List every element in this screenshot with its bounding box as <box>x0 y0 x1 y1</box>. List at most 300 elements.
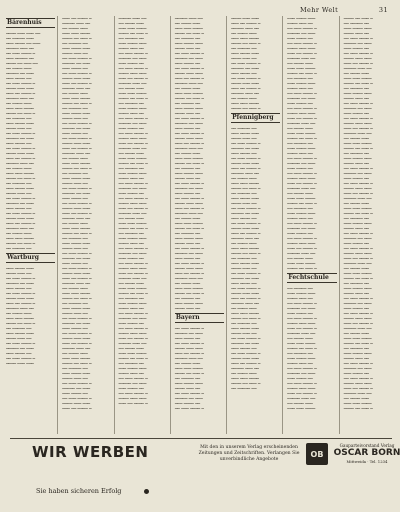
entry-line: ┅┅ ┅┅┅┅┅ ┅┅ <box>6 116 32 121</box>
entry-line: ┅┅ ┅┅┅ ┅┅┅┅ ┅ <box>343 296 373 301</box>
entry-line: ┅┅┅ ┅┅┅┅ ┅┅┅ <box>174 171 203 176</box>
entry-line: ┅┅┅ ┅┅┅┅ ┅┅ <box>62 326 88 331</box>
entry-line: ┅┅┅┅ ┅┅┅ ┅┅┅ <box>287 111 316 116</box>
entry-line: ┅┅ ┅┅┅┅ ┅┅┅ <box>231 371 257 376</box>
entry-line: ┅┅┅┅ ┅┅ ┅┅┅ ┅ <box>62 361 92 366</box>
entry-line: ┅┅┅┅ ┅┅ ┅┅┅ ┅┅ <box>6 61 38 66</box>
entry-line: ┅┅┅┅┅ ┅┅┅ ┅┅ <box>62 281 91 286</box>
entry-line: ┅┅┅┅┅ ┅┅ ┅┅┅ <box>231 146 260 151</box>
entry-line: ┅┅ ┅┅┅┅ ┅┅┅ <box>62 156 88 161</box>
entry-line: ┅┅ ┅┅┅ ┅┅┅┅ ┅ <box>231 141 261 146</box>
entry-line: ┅┅┅┅ ┅┅┅ ┅┅ <box>118 241 144 246</box>
entry-line: ┅┅ ┅┅┅ ┅┅┅┅ ┅ <box>174 406 205 411</box>
entry-line: ┅┅ ┅┅┅┅┅ ┅┅ <box>287 206 313 211</box>
entry-line: ┅┅ ┅┅┅┅ ┅┅┅ <box>231 31 257 36</box>
entry-line: ┅┅┅ ┅┅┅┅ ┅┅┅ <box>287 291 316 296</box>
entry-line: ┅┅ ┅┅┅┅ ┅┅┅ <box>287 126 313 131</box>
entry-line: ┅┅┅┅┅ ┅┅┅ ┅┅ <box>231 301 260 306</box>
entry-line: ┅┅ ┅┅┅┅┅ ┅┅ <box>287 286 313 291</box>
entry-line: ┅┅┅ ┅┅┅┅ ┅┅┅ <box>287 211 316 216</box>
entry-line: ┅┅┅┅ ┅┅ ┅┅┅ ┅ <box>118 356 148 361</box>
entry-line: ┅┅┅ ┅┅┅┅ ┅┅ <box>62 391 88 396</box>
entry-line: ┅┅┅ ┅┅┅ ┅┅┅┅ <box>287 406 316 411</box>
entry-line: ┅┅┅┅ ┅┅ ┅┅┅ ┅ <box>231 381 261 386</box>
entry-line: ┅┅┅┅ ┅┅ ┅┅┅ ┅ <box>287 136 317 141</box>
entry-line: ┅┅┅┅ ┅┅┅ ┅┅ <box>287 21 313 26</box>
column-1 <box>4 16 58 434</box>
entry-line: ┅┅┅┅ ┅┅┅ ┅┅┅ <box>174 346 203 351</box>
entry-line: ┅┅ ┅┅┅ ┅┅┅┅ ┅ <box>174 326 205 331</box>
entry-line: ┅┅ ┅┅┅┅┅ ┅┅ <box>62 301 88 306</box>
entry-line: ┅┅┅┅ ┅┅┅ ┅┅ <box>118 176 144 181</box>
entry-line: ┅┅┅ ┅┅ ┅┅┅┅ ┅ <box>231 21 261 26</box>
entry-line: ┅┅┅┅┅ ┅┅┅ ┅┅ <box>6 46 34 51</box>
entry-line: ┅┅ ┅┅┅ ┅┅┅┅ ┅ <box>343 181 373 186</box>
entry-line: ┅┅ ┅┅┅ ┅┅┅┅ ┅ <box>174 116 205 121</box>
entry-line: ┅┅┅┅ ┅┅┅ ┅┅┅ <box>231 226 260 231</box>
entry-line: ┅┅┅ ┅┅┅┅ ┅┅ <box>6 141 32 146</box>
entry-line: ┅┅┅ ┅┅┅┅ ┅┅ <box>287 101 313 106</box>
entry-line: ┅┅┅ ┅┅ ┅┅┅┅ ┅ <box>343 386 373 391</box>
entry-line: ┅┅ ┅┅┅┅ ┅┅┅ <box>343 136 370 141</box>
entry-line: ┅┅┅┅┅ ┅┅ ┅┅┅ <box>6 346 34 351</box>
entry-line: ┅┅ ┅┅┅ ┅┅┅┅ ┅ <box>118 181 148 186</box>
entry-line: ┅┅┅ ┅┅ ┅┅┅┅ ┅ <box>287 116 317 121</box>
entry-line: ┅┅┅┅┅ ┅┅┅ ┅┅ <box>174 16 203 21</box>
entry-line: ┅┅ ┅┅┅ ┅┅┅┅ ┅ <box>343 246 373 251</box>
entry-line: ┅┅ ┅┅┅┅┅ ┅┅ <box>62 236 88 241</box>
entry-line: ┅┅┅ ┅┅┅┅ ┅┅┅ <box>62 241 91 246</box>
entry-line: ┅┅┅┅ ┅┅┅ ┅┅ <box>118 46 144 51</box>
entry-line: ┅┅ ┅┅┅┅ ┅┅┅ <box>343 71 370 76</box>
page-title: Mehr Welt <box>300 6 339 14</box>
entry-line: ┅┅┅┅┅ ┅┅ ┅┅┅ <box>287 96 316 101</box>
entry-line: ┅┅┅ ┅┅ ┅┅┅┅ ┅ <box>287 391 317 396</box>
entry-line: ┅┅┅┅ ┅┅┅ ┅┅┅ <box>231 356 260 361</box>
entry-line: ┅┅ ┅┅┅ ┅┅┅┅ ┅ <box>62 396 92 401</box>
entry-line: ┅┅┅┅ ┅┅┅ ┅┅┅ <box>118 136 147 141</box>
entry-line: ┅┅┅ ┅┅ ┅┅┅┅ ┅ <box>343 61 373 66</box>
entry-line: ┅┅ ┅┅┅┅┅ ┅┅ <box>343 86 370 91</box>
ad-headline: WIR WERBEN <box>32 443 149 461</box>
entry-line: ┅┅┅┅ ┅┅┅ ┅┅ <box>231 136 257 141</box>
entry-line: ┅┅┅ ┅┅┅┅ ┅┅ <box>287 231 313 236</box>
entry-line: ┅┅┅┅ ┅┅┅ ┅┅ <box>287 296 313 301</box>
entry-line: ┅┅┅┅ ┅┅┅ ┅┅┅ <box>287 46 316 51</box>
entry-line: ┅┅ ┅┅┅┅┅ ┅┅ <box>231 256 257 261</box>
entry-line: ┅┅┅ ┅┅ ┅┅┅┅ ┅ <box>343 256 373 261</box>
entry-line: ┅┅ ┅┅┅ ┅┅┅┅ ┅ <box>6 196 36 201</box>
entry-line: ┅┅┅ ┅┅┅┅ ┅┅┅ <box>6 121 34 126</box>
entry-line: ┅┅┅ ┅┅ ┅┅┅┅ ┅ <box>231 86 261 91</box>
entry-line: ┅┅ ┅┅┅┅ ┅┅┅ <box>174 216 201 221</box>
entry-line: ┅┅┅┅┅ ┅┅ ┅┅┅ <box>62 256 91 261</box>
entry-line: ┅┅┅┅ ┅┅ ┅┅┅ ┅ <box>174 371 205 376</box>
entry-line: ┅┅ ┅┅┅┅┅ ┅┅ <box>6 181 32 186</box>
entry-line: ┅┅ ┅┅┅ ┅┅┅┅ ┅ <box>118 391 148 396</box>
entry-line: ┅┅ ┅┅┅┅ ┅┅┅ <box>231 96 257 101</box>
ad-blurb: Mit den in unserem Verlag erscheinenden Zeitungen und Zeitschriften. Verlangen Sie unverbindliche Angebote <box>198 445 300 462</box>
entry-line: ┅┅┅ ┅┅┅┅ ┅┅ <box>6 206 32 211</box>
entry-line: ┅┅ ┅┅┅┅ ┅┅┅ <box>343 331 370 336</box>
entry-line: ┅┅┅ ┅┅┅┅ ┅┅┅ <box>6 266 34 271</box>
entry-line: ┅┅ ┅┅┅ ┅┅┅┅ ┅ <box>6 341 36 346</box>
entry-line: ┅┅┅ ┅┅ ┅┅┅┅ ┅ <box>174 141 205 146</box>
entry-line: ┅┅┅┅ ┅┅ ┅┅┅ ┅ <box>62 231 92 236</box>
entry-line: ┅┅┅ ┅┅┅┅ ┅┅┅ <box>231 51 260 56</box>
entry-line: ┅┅┅ ┅┅┅ ┅┅┅┅ <box>343 401 372 406</box>
entry-line: ┅┅┅┅┅ ┅┅┅ ┅┅ <box>62 21 91 26</box>
entry-line: ┅┅┅ ┅┅┅┅ ┅┅ <box>231 216 257 221</box>
entry-line: ┅┅┅┅┅ ┅┅ ┅┅┅ <box>6 71 34 76</box>
entry-line: ┅┅┅┅ ┅┅┅ ┅┅ <box>174 176 201 181</box>
entry-line: ┅┅┅ ┅┅┅ ┅┅┅┅ <box>62 96 91 101</box>
entry-line: ┅┅┅ ┅┅ ┅┅┅┅ ┅ <box>118 141 148 146</box>
entry-line: ┅┅┅┅ ┅┅┅ ┅┅┅ <box>62 141 91 146</box>
entry-line: ┅┅┅┅ ┅┅┅ ┅┅ <box>231 201 257 206</box>
entry-line: ┅┅┅ ┅┅ ┅┅┅┅ ┅ <box>6 156 36 161</box>
entry-line: ┅┅┅┅┅ ┅┅ ┅┅┅ <box>343 41 372 46</box>
column-7 <box>342 16 396 434</box>
entry-line: ┅┅┅┅ ┅┅ ┅┅┅ ┅ <box>6 176 36 181</box>
entry-line: ┅┅┅ ┅┅┅ ┅┅┅┅ <box>62 291 91 296</box>
entry-line: ┅┅ ┅┅┅ ┅┅┅┅ ┅ <box>287 41 317 46</box>
entry-line: ┅┅ ┅┅┅┅┅ ┅┅ <box>231 321 257 326</box>
entry-line: ┅┅┅┅ ┅┅ ┅┅┅ ┅ <box>62 101 92 106</box>
entry-line: ┅┅┅┅ ┅┅┅ ┅┅┅ <box>6 296 34 301</box>
entry-line: ┅┅┅┅ ┅┅ ┅┅┅ ┅ <box>62 296 92 301</box>
entry-line: ┅┅┅┅ ┅┅ ┅┅┅ ┅ <box>174 226 205 231</box>
entry-line: ┅┅┅ ┅┅ ┅┅┅┅ ┅ <box>231 361 261 366</box>
entry-line: ┅┅┅┅ ┅┅┅ ┅┅┅ <box>343 121 372 126</box>
entry-line: ┅┅ ┅┅┅┅ ┅┅┅ <box>6 101 32 106</box>
entry-line: ┅┅┅┅ ┅┅ ┅┅┅ ┅ <box>118 226 148 231</box>
entry-line: ┅┅┅┅ ┅┅ ┅┅┅ ┅ <box>174 161 205 166</box>
entry-line: ┅┅┅┅ ┅┅ ┅┅┅ ┅ <box>287 71 317 76</box>
entry-line: ┅┅ ┅┅┅┅ ┅┅┅ <box>343 396 370 401</box>
entry-line: ┅┅┅┅ ┅┅┅ ┅┅ <box>343 356 370 361</box>
publisher-block <box>332 443 400 464</box>
entry-line: ┅┅ ┅┅┅ ┅┅┅┅ ┅ <box>62 136 92 141</box>
entry-line: ┅┅┅┅┅ ┅┅┅ ┅┅ <box>62 151 91 156</box>
entry-line: ┅┅┅┅┅ ┅┅┅ ┅┅ <box>118 16 147 21</box>
entry-line: ┅┅ ┅┅┅ ┅┅┅┅ ┅ <box>62 71 92 76</box>
entry-line: ┅┅┅┅┅ ┅┅ ┅┅┅ <box>231 66 260 71</box>
entry-line: ┅┅┅┅┅ ┅┅┅ ┅┅ <box>6 96 34 101</box>
entry-line: ┅┅┅ ┅┅┅┅ ┅┅ <box>174 401 201 406</box>
entry-line: ┅┅ ┅┅┅ ┅┅┅┅ ┅ <box>343 51 373 56</box>
entry-line: ┅┅┅ ┅┅ ┅┅┅┅ ┅ <box>231 166 261 171</box>
column-5 <box>229 16 283 434</box>
section-heading: Bayern <box>175 313 224 323</box>
entry-line: ┅┅┅ ┅┅┅ ┅┅┅┅ <box>62 31 91 36</box>
entry-line: ┅┅┅ ┅┅ ┅┅┅┅ ┅ <box>287 181 317 186</box>
entry-line: ┅┅ ┅┅┅ ┅┅┅┅ ┅ <box>343 166 373 171</box>
page-number: 31 <box>378 6 388 14</box>
entry-line: ┅┅ ┅┅┅ ┅┅┅┅ ┅ <box>343 376 373 381</box>
entry-line: ┅┅┅┅ ┅┅┅ ┅┅ <box>343 226 370 231</box>
entry-line: ┅┅ ┅┅┅┅ ┅┅┅ <box>174 86 201 91</box>
entry-line: ┅┅ ┅┅┅ ┅┅┅┅ ┅ <box>174 196 205 201</box>
entry-line: ┅┅┅ ┅┅ ┅┅┅┅ ┅ <box>118 271 148 276</box>
entry-line: ┅┅ ┅┅┅┅ ┅┅┅ <box>118 151 144 156</box>
publisher-logo-icon: OB <box>306 443 328 465</box>
entry-line: ┅┅ ┅┅┅┅┅ ┅┅ <box>118 361 144 366</box>
entry-line: ┅┅┅┅ ┅┅┅ ┅┅┅ <box>343 316 372 321</box>
entry-line: ┅┅┅┅ ┅┅ ┅┅┅ ┅ <box>287 266 317 271</box>
entry-line: ┅┅┅ ┅┅┅┅ ┅┅ <box>231 151 257 156</box>
entry-line: ┅┅ ┅┅┅┅ ┅┅┅ <box>174 21 201 26</box>
entry-line: ┅┅┅ ┅┅┅ ┅┅┅┅ <box>118 286 147 291</box>
entry-line: ┅┅┅ ┅┅┅┅ ┅┅ <box>343 241 370 246</box>
entry-line: ┅┅┅┅ ┅┅┅ ┅┅┅ <box>118 331 147 336</box>
entry-line: ┅┅ ┅┅┅┅┅ ┅┅ <box>231 126 257 131</box>
column-3 <box>117 16 171 434</box>
entry-line: ┅┅┅┅┅ ┅┅ ┅┅┅ <box>343 301 372 306</box>
entry-line: ┅┅ ┅┅┅ ┅┅┅┅ ┅ <box>174 66 205 71</box>
entry-line: ┅┅┅┅ ┅┅ ┅┅┅ ┅ <box>231 316 261 321</box>
entry-line: ┅┅┅┅┅ ┅┅┅ ┅┅ <box>343 131 372 136</box>
entry-line: ┅┅┅ ┅┅┅ ┅┅┅┅ <box>174 156 203 161</box>
entry-line: ┅┅┅┅ ┅┅ ┅┅┅ ┅ <box>6 321 36 326</box>
entry-line: ┅┅┅ ┅┅ ┅┅┅┅ ┅ <box>6 221 36 226</box>
entry-line: ┅┅┅┅┅ ┅┅ ┅┅┅ <box>118 56 147 61</box>
entry-line: ┅┅┅ ┅┅ ┅┅┅┅ ┅ <box>62 341 92 346</box>
entry-line: ┅┅┅ ┅┅┅┅ ┅┅┅ <box>287 146 316 151</box>
entry-line: ┅┅┅ ┅┅┅┅ ┅┅ <box>343 111 370 116</box>
entry-line: ┅┅┅┅ ┅┅┅ ┅┅┅ <box>231 81 260 86</box>
entry-line: ┅┅┅ ┅┅┅┅ ┅┅┅ <box>287 356 316 361</box>
entry-line: ┅┅┅ ┅┅┅┅ ┅┅┅ <box>287 16 316 21</box>
entry-line: ┅┅ ┅┅┅ ┅┅┅┅ ┅ <box>287 381 317 386</box>
entry-line: ┅┅┅ ┅┅┅┅ ┅┅ <box>231 346 257 351</box>
entry-line: ┅┅ ┅┅┅ ┅┅┅┅ ┅ <box>62 121 92 126</box>
entry-line: ┅┅ ┅┅┅ ┅┅┅┅ ┅ <box>287 156 317 161</box>
entry-line: ┅┅┅┅ ┅┅ ┅┅┅ ┅ <box>343 81 373 86</box>
entry-line: ┅┅┅ ┅┅┅┅┅ ┅┅ <box>6 56 34 61</box>
entry-line: ┅┅┅┅┅ ┅┅┅ ┅┅ <box>231 91 260 96</box>
entry-line: ┅┅┅ ┅┅┅┅ ┅┅ <box>6 286 32 291</box>
entry-line: ┅┅ ┅┅┅┅┅ ┅┅ <box>62 171 88 176</box>
entry-line: ┅┅ ┅┅┅ ┅┅┅┅ ┅ <box>6 356 36 361</box>
entry-line: ┅┅ ┅┅┅┅┅ ┅┅ <box>231 386 257 391</box>
entry-line: ┅┅┅ ┅┅ ┅┅┅┅ ┅ <box>118 401 148 406</box>
entry-line: ┅┅ ┅┅┅ ┅┅┅┅ ┅ <box>118 246 148 251</box>
entry-line: ┅┅ ┅┅┅┅ ┅┅┅ <box>62 286 88 291</box>
entry-line: ┅┅┅ ┅┅┅┅ ┅┅┅ <box>118 366 147 371</box>
entry-line: ┅┅┅ ┅┅┅┅ ┅┅┅ <box>62 46 91 51</box>
entry-line: ┅┅┅ ┅┅┅┅ ┅┅┅ <box>287 81 316 86</box>
entry-line: ┅┅┅┅┅ ┅┅ ┅┅┅ <box>118 251 147 256</box>
entry-line: ┅┅┅┅┅ ┅┅ ┅┅┅ <box>174 396 203 401</box>
entry-line: ┅┅┅┅┅ ┅┅ ┅┅┅ <box>343 171 372 176</box>
entry-line: ┅┅ ┅┅┅ ┅┅┅┅ ┅ <box>343 311 373 316</box>
entry-line: ┅┅ ┅┅┅┅ ┅┅┅ <box>287 191 313 196</box>
entry-line: ┅┅ ┅┅┅ ┅┅┅┅ ┅ <box>62 331 92 336</box>
entry-line: ┅┅┅ ┅┅┅┅ ┅┅┅ <box>343 91 372 96</box>
entry-line: ┅┅ ┅┅┅┅┅ ┅┅ <box>62 366 88 371</box>
entry-line: ┅┅┅┅ ┅┅┅ ┅┅ <box>62 376 88 381</box>
entry-line: ┅┅┅┅┅ ┅┅ ┅┅┅ <box>174 186 203 191</box>
entry-line: ┅┅┅┅┅ ┅┅┅ ┅┅ <box>118 341 147 346</box>
entry-line: ┅┅┅┅┅ ┅┅┅ ┅┅ <box>118 81 147 86</box>
entry-line: ┅┅┅┅┅ ┅┅ ┅┅┅ <box>62 126 91 131</box>
entry-line: ┅┅ ┅┅┅ ┅┅┅┅ ┅ <box>62 186 92 191</box>
entry-line: ┅┅┅┅ ┅┅┅ ┅┅ <box>231 331 257 336</box>
entry-line: ┅┅ ┅┅┅ ┅┅┅┅ ┅ <box>62 251 92 256</box>
entry-line: ┅┅ ┅┅┅ ┅┅┅┅ ┅ <box>62 266 92 271</box>
entry-line: ┅┅┅┅ ┅┅ ┅┅┅ ┅ <box>174 31 205 36</box>
entry-line: ┅┅ ┅┅┅ ┅┅┅┅ ┅ <box>231 221 261 226</box>
entry-line: ┅┅ ┅┅┅ ┅┅┅┅ ┅ <box>62 201 92 206</box>
advertisement <box>10 438 400 505</box>
entry-line: ┅┅ ┅┅┅ ┅┅┅┅ ┅ <box>6 211 36 216</box>
entry-line: ┅┅ ┅┅┅┅┅ ┅┅ <box>62 106 88 111</box>
entry-line: ┅┅┅┅ ┅┅┅ ┅┅ <box>231 56 257 61</box>
entry-line: ┅┅┅┅ ┅┅┅ ┅┅┅ <box>6 216 34 221</box>
entry-line: ┅┅┅┅┅ ┅┅ ┅┅┅ <box>231 341 260 346</box>
entry-line: ┅┅ ┅┅┅┅ ┅┅┅ <box>6 66 32 71</box>
entry-line: ┅┅┅┅ ┅┅ ┅┅┅ ┅ <box>231 41 261 46</box>
entry-line: ┅┅┅┅ ┅┅ ┅┅┅ ┅ <box>118 161 148 166</box>
entry-line: ┅┅┅ ┅┅┅ ┅┅┅┅ <box>174 366 203 371</box>
entry-line: ┅┅┅ ┅┅┅┅ ┅┅┅ <box>174 301 203 306</box>
entry-line: ┅┅┅┅┅ ┅┅┅ ┅┅ <box>287 121 316 126</box>
entry-line: ┅┅┅┅ ┅┅┅ ┅┅ <box>343 161 370 166</box>
entry-line: ┅┅┅ ┅┅┅ ┅┅┅┅ <box>62 356 91 361</box>
entry-line: ┅┅┅┅ ┅┅┅ ┅┅┅ <box>343 251 372 256</box>
entry-line: ┅┅┅ ┅┅┅ ┅┅┅┅ <box>287 341 316 346</box>
entry-line: ┅┅ ┅┅┅ ┅┅┅┅ ┅ <box>287 316 317 321</box>
entry-line: ┅┅ ┅┅┅ ┅┅┅┅ ┅ <box>118 376 148 381</box>
entry-line: ┅┅┅┅ ┅┅┅ ┅┅┅ <box>174 71 203 76</box>
entry-line: ┅┅┅┅ ┅┅┅ ┅┅ <box>287 86 313 91</box>
running-head <box>0 4 400 16</box>
entry-line: ┅┅ ┅┅┅ ┅┅┅┅ ┅ <box>6 276 36 281</box>
entry-line: ┅┅ ┅┅┅┅┅ ┅┅ <box>231 46 257 51</box>
entry-line: ┅┅┅┅┅ ┅┅┅ ┅┅ <box>174 356 203 361</box>
entry-line: ┅┅┅ ┅┅ ┅┅┅┅ ┅ <box>62 276 92 281</box>
entry-line: ┅┅ ┅┅┅┅┅ ┅┅ <box>174 166 201 171</box>
entry-line: ┅┅ ┅┅┅ ┅┅┅┅ ┅ <box>174 341 205 346</box>
entry-line: ┅┅ ┅┅┅┅ ┅┅┅ <box>287 336 313 341</box>
entry-line: ┅┅┅┅┅ ┅┅ ┅┅┅ <box>231 276 260 281</box>
entry-line: ┅┅┅ ┅┅┅┅ ┅┅ <box>6 351 32 356</box>
entry-line: ┅┅ ┅┅┅ ┅┅┅┅ ┅ <box>287 221 317 226</box>
entry-line: ┅┅┅ ┅┅┅┅ ┅┅ <box>118 321 144 326</box>
entry-line: ┅┅┅ ┅┅ ┅┅┅┅ ┅ <box>174 76 205 81</box>
entry-line: ┅┅┅┅ ┅┅┅ ┅┅ <box>6 336 32 341</box>
entry-line: ┅┅┅ ┅┅┅┅ ┅┅┅ <box>174 106 203 111</box>
entry-line: ┅┅ ┅┅┅┅┅ ┅┅ <box>174 376 201 381</box>
entry-line: ┅┅┅ ┅┅┅ ┅┅┅┅ <box>62 226 91 231</box>
entry-line: ┅┅ ┅┅┅┅┅ ┅┅ <box>343 151 370 156</box>
entry-line: ┅┅┅ ┅┅┅ ┅┅┅┅ <box>287 196 316 201</box>
entry-line: ┅┅┅ ┅┅┅ ┅┅┅┅ <box>6 236 34 241</box>
entry-line: ┅┅ ┅┅┅ ┅┅┅┅ ┅ <box>231 76 261 81</box>
entry-line: ┅┅ ┅┅┅┅┅ ┅┅ <box>343 216 370 221</box>
entry-line: ┅┅ ┅┅┅┅ ┅┅┅ <box>6 166 32 171</box>
entry-line: ┅┅┅┅┅ ┅┅┅ ┅┅ <box>343 326 372 331</box>
entry-line: ┅┅┅ ┅┅┅┅ ┅┅┅ <box>343 26 372 31</box>
entry-line: ┅┅ ┅┅┅ ┅┅┅┅ ┅ <box>118 51 148 56</box>
entry-line: ┅┅┅ ┅┅┅ ┅┅┅┅ <box>6 316 34 321</box>
entry-line: ┅┅┅┅ ┅┅┅ ┅┅ <box>118 371 144 376</box>
entry-line: ┅┅ ┅┅┅┅┅ ┅┅ <box>231 191 257 196</box>
entry-line: ┅┅ ┅┅┅┅ ┅┅┅ <box>118 86 144 91</box>
entry-line: ┅┅┅┅ ┅┅┅ ┅┅ <box>343 291 370 296</box>
entry-line: ┅┅ ┅┅┅ ┅┅┅┅ ┅ <box>118 131 148 136</box>
entry-line: ┅┅┅┅ ┅┅┅ ┅┅┅ <box>6 86 34 91</box>
entry-line: ┅┅┅┅ ┅┅ ┅┅┅ ┅ <box>343 406 373 411</box>
entry-line: ┅┅ ┅┅┅ ┅┅┅┅ ┅ <box>287 301 317 306</box>
entry-line: ┅┅┅┅┅ ┅┅ ┅┅┅ <box>118 186 147 191</box>
entry-line: ┅┅┅┅ ┅┅ ┅┅┅ ┅ <box>118 96 148 101</box>
entry-line: ┅┅ ┅┅┅┅┅ ┅┅ <box>118 36 144 41</box>
entry-line: ┅┅┅┅ ┅┅┅ ┅┅┅ <box>118 266 147 271</box>
entry-line: ┅┅ ┅┅┅┅ ┅┅┅ <box>343 201 370 206</box>
entry-line: ┅┅ ┅┅┅ ┅┅┅┅ ┅ <box>231 351 261 356</box>
entry-line: ┅┅ ┅┅┅ ┅┅┅┅ ┅ <box>62 381 92 386</box>
entry-line: ┅┅┅ ┅┅┅┅ ┅┅ <box>174 61 201 66</box>
entry-line: ┅┅┅ ┅┅ ┅┅┅┅ ┅ <box>287 246 317 251</box>
entry-line: ┅┅ ┅┅┅ ┅┅┅┅ ┅ <box>118 66 148 71</box>
entry-line: ┅┅┅┅ ┅┅┅ ┅┅┅ <box>287 176 316 181</box>
entry-line: ┅┅ ┅┅┅ ┅┅┅┅ ┅ <box>343 361 373 366</box>
entry-line: ┅┅┅ ┅┅┅┅ ┅┅ <box>343 176 370 181</box>
entry-line: ┅┅┅ ┅┅┅┅ ┅┅┅ <box>118 106 147 111</box>
column-6 <box>285 16 339 434</box>
entry-line: ┅┅┅┅┅ ┅┅┅ ┅┅ <box>174 81 203 86</box>
entry-line: ┅┅┅ ┅┅┅ ┅┅┅┅ <box>231 246 260 251</box>
entry-line: ┅┅ ┅┅┅┅ ┅┅┅ <box>118 21 144 26</box>
entry-line: ┅┅┅┅ ┅┅┅ ┅┅┅ <box>62 76 91 81</box>
entry-line: ┅┅┅ ┅┅┅┅ ┅┅ <box>231 71 257 76</box>
entry-line: ┅┅ ┅┅┅ ┅┅┅┅ ┅ <box>287 26 317 31</box>
entry-line: ┅┅ ┅┅┅ ┅┅┅┅ ┅ <box>6 146 36 151</box>
entry-line: ┅┅┅ ┅┅┅ ┅┅┅┅ <box>174 286 203 291</box>
entry-line: ┅┅┅ ┅┅┅┅ ┅┅ <box>343 46 370 51</box>
entry-line: ┅┅┅ ┅┅┅ ┅┅┅┅ <box>118 26 147 31</box>
entry-line: ┅┅┅┅┅ ┅┅ ┅┅┅ <box>6 201 34 206</box>
entry-line: ┅┅ ┅┅┅┅┅ ┅┅ <box>118 101 144 106</box>
column-4 <box>173 16 227 434</box>
entry-line: ┅┅┅ ┅┅┅┅ ┅┅┅ <box>62 111 91 116</box>
entry-line: ┅┅┅ ┅┅┅ ┅┅┅┅ <box>343 271 372 276</box>
entry-line: ┅┅ ┅┅┅ ┅┅┅┅ ┅ <box>6 51 36 56</box>
entry-line: ┅┅┅┅┅ ┅┅┅ ┅┅ <box>231 171 260 176</box>
entry-line: ┅┅┅┅ ┅┅┅ ┅┅ <box>6 126 32 131</box>
entry-line: ┅┅ ┅┅┅ ┅┅┅┅ ┅ <box>118 326 148 331</box>
entry-line: ┅┅ ┅┅┅┅┅ ┅┅┅ <box>6 36 34 41</box>
entry-line: ┅┅ ┅┅┅┅┅ ┅┅ <box>6 246 32 251</box>
entry-line: ┅┅ ┅┅┅┅┅ ┅┅ <box>174 36 201 41</box>
entry-line: ┅┅┅┅ ┅┅┅ ┅┅ <box>287 151 313 156</box>
entry-line: ┅┅┅ ┅┅┅┅ ┅┅ <box>287 311 313 316</box>
entry-line: ┅┅┅┅┅ ┅┅ ┅┅┅ <box>231 211 260 216</box>
entry-line: ┅┅┅┅ ┅┅┅ ┅┅ <box>287 361 313 366</box>
entry-line: ┅┅┅ ┅┅┅┅ ┅┅ <box>287 36 313 41</box>
entry-line: ┅┅┅ ┅┅ ┅┅┅┅ ┅ <box>118 76 148 81</box>
section-heading: Fechtschule <box>287 273 336 283</box>
entry-line: ┅┅┅┅ ┅┅┅ ┅┅ <box>343 31 370 36</box>
entry-line: ┅┅┅ ┅┅┅ ┅┅┅┅ <box>118 156 147 161</box>
entry-line: ┅┅┅ ┅┅┅┅ ┅┅ <box>174 126 201 131</box>
entry-line: ┅┅┅ ┅┅┅ ┅┅┅┅ <box>62 161 91 166</box>
entry-line: ┅┅┅ ┅┅ ┅┅┅┅ ┅ <box>231 231 261 236</box>
entry-line: ┅┅┅┅┅ ┅┅┅ ┅┅ <box>343 196 372 201</box>
entry-line: ┅┅┅┅┅ ┅┅┅ ┅┅ <box>231 366 260 371</box>
